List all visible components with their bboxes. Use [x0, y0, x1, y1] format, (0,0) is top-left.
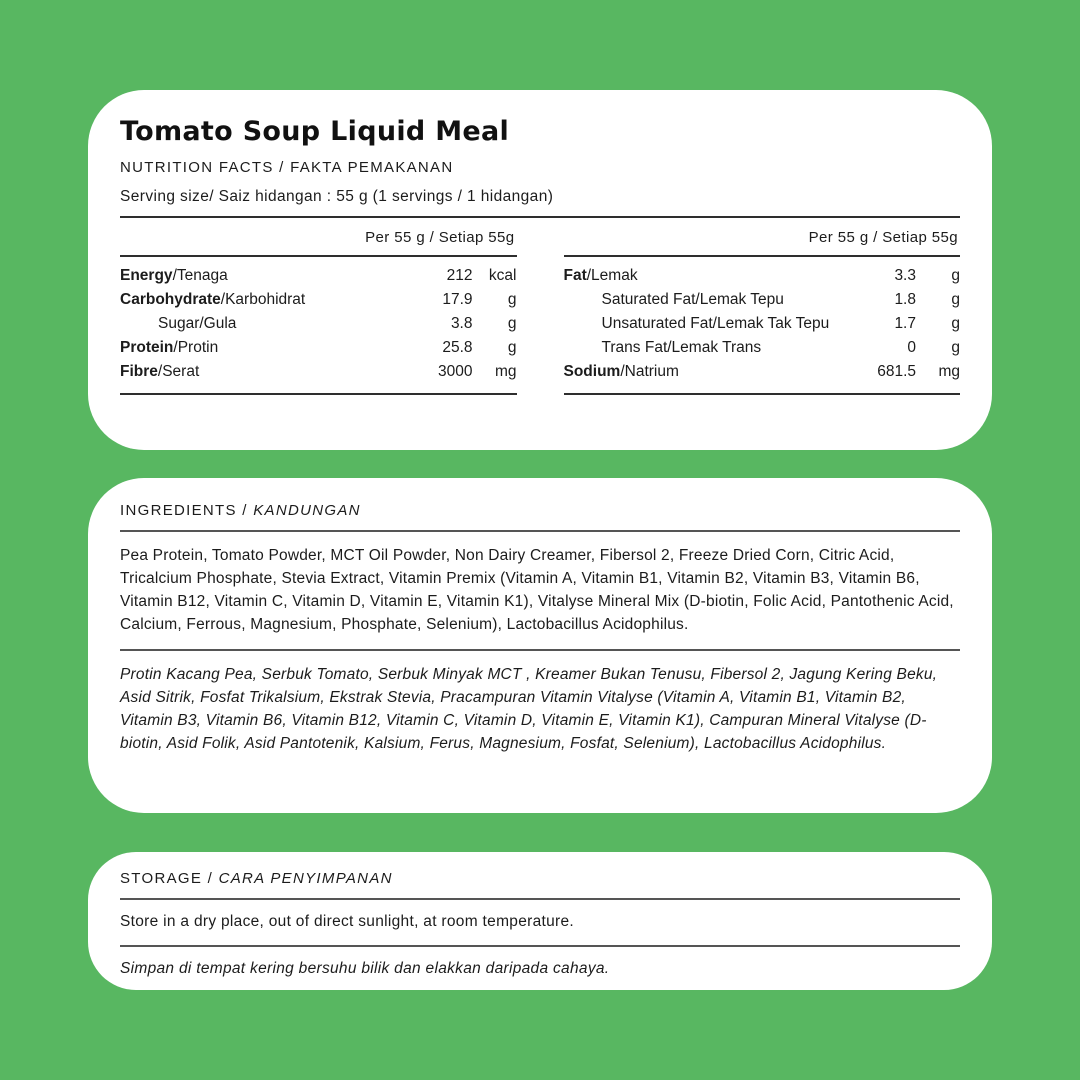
ingredients-panel: [88, 478, 992, 813]
nutrition-tables: [120, 218, 960, 395]
nutrient-unit: g: [951, 315, 960, 332]
nutrient-value: 1.8: [894, 291, 916, 308]
nutrition-row-carbohydrate: [120, 288, 517, 312]
nutrient-value: 1.7: [894, 315, 916, 332]
column-header-per-serving: Per 55 g / Setiap 55g: [365, 229, 515, 246]
ingredients-heading-en: INGREDIENTS: [120, 502, 237, 519]
nutrition-facts-panel: [88, 90, 992, 450]
nutrient-label: Protein/Protin: [120, 339, 219, 356]
nutrient-value: 681.5: [877, 363, 916, 380]
nutrient-unit: g: [951, 339, 960, 356]
nutrient-label: Carbohydrate/Karbohidrat: [120, 291, 306, 308]
nutrient-label: Trans Fat/Lemak Trans: [601, 339, 762, 356]
nutrient-value: 3.8: [450, 315, 473, 332]
nutrient-unit: mg: [938, 363, 960, 380]
ingredients-text-malay: Protin Kacang Pea, Serbuk Tomato, Serbuk Minyak MCT , Kreamer Bukan Tenusu, Fibersol 2, Jagung Kering Beku, Asid Sitrik, Fosfat Trikalsium, Ekstrak Stevia, Pracampuran Vitamin Vitalyse (Vitamin A, Vitamin B1, Vitamin B2, Vitamin B3, Vitamin B6, Vitamin B12, Vitamin C, Vitamin D, Vitamin E, Vitamin K1), Campuran Mineral Vitalyse (D-biotin, Asid Folik, Asid Pantotenik, Kalsium, Ferus, Magnesium, Fosfat, Selenium), Lactobacillus Acidophilus.: [120, 666, 938, 752]
ingredients-heading: [120, 502, 960, 519]
nutrition-row-saturated-fat: [564, 288, 961, 312]
divider: [564, 393, 961, 395]
nutrient-value: 25.8: [442, 339, 473, 356]
nutrient-label: Unsaturated Fat/Lemak Tak Tepu: [601, 315, 830, 332]
product-title: Tomato Soup Liquid Meal: [120, 116, 510, 147]
nutrition-facts-heading: NUTRITION FACTS / FAKTA PEMAKANAN: [120, 159, 454, 176]
nutrient-value: 3000: [438, 363, 473, 380]
serving-size-line: Serving size/ Saiz hidangan : 55 g (1 servings / 1 hidangan): [120, 188, 554, 205]
storage-text-malay: Simpan di tempat kering bersuhu bilik dan elakkan daripada cahaya.: [120, 960, 610, 977]
nutrition-row-energy: [120, 264, 517, 288]
nutrient-label: Fat/Lemak: [563, 267, 638, 284]
nutrition-row-sugar: [120, 312, 517, 336]
nutrition-table-body: [564, 257, 961, 393]
nutrition-row-unsaturated-fat: [564, 312, 961, 336]
nutrient-label: Energy/Tenaga: [120, 267, 228, 284]
ingredients-text-english: Pea Protein, Tomato Powder, MCT Oil Powder, Non Dairy Creamer, Fibersol 2, Freeze Dried Corn, Citric Acid, Tricalcium Phosphate, Stevia Extract, Vitamin Premix (Vitamin A, Vitamin B1, Vitamin B2, Vitamin B3, Vitamin B6, Vitamin B12, Vitamin C, Vitamin D, Vitamin E, Vitamin K1), Vitalyse Mineral Mix (D-biotin, Folic Acid, Pantothenic Acid, Calcium, Ferrous, Magnesium, Phosphate, Selenium), Lactobacillus Acidophilus.: [120, 547, 954, 633]
nutrition-table-right: [564, 218, 961, 395]
nutrition-table-left: [120, 218, 517, 395]
nutrient-value: 3.3: [894, 267, 916, 284]
storage-heading-my: CARA PENYIMPANAN: [218, 870, 393, 887]
nutrient-unit: mg: [494, 363, 517, 380]
heading-separator: /: [202, 870, 219, 887]
nutrient-unit: g: [507, 339, 517, 356]
nutrition-row-trans-fat: [564, 336, 961, 360]
nutrition-row-fat: [564, 264, 961, 288]
storage-text-english: Store in a dry place, out of direct sunlight, at room temperature.: [120, 913, 575, 930]
nutrition-row-sodium: [564, 360, 961, 384]
column-header-per-serving: Per 55 g / Setiap 55g: [808, 229, 958, 246]
nutrient-label: Saturated Fat/Lemak Tepu: [601, 291, 784, 308]
nutrient-value: 212: [446, 267, 473, 284]
nutrition-row-protein: [120, 336, 517, 360]
storage-heading: [120, 870, 960, 887]
nutrient-value: 0: [907, 339, 916, 356]
storage-heading-en: STORAGE: [120, 870, 203, 887]
nutrient-unit: g: [507, 291, 517, 308]
nutrient-unit: g: [951, 291, 960, 308]
ingredients-heading-my: KANDUNGAN: [253, 502, 361, 519]
nutrient-label: Fibre/Serat: [120, 363, 200, 380]
nutrition-table-body: [120, 257, 517, 393]
storage-panel: [88, 852, 992, 990]
heading-separator: /: [236, 502, 254, 519]
nutrient-unit: kcal: [488, 267, 517, 284]
nutrient-label: Sodium/Natrium: [563, 363, 679, 380]
divider: [120, 393, 517, 395]
nutrition-row-fibre: [120, 360, 517, 384]
nutrient-value: 17.9: [442, 291, 473, 308]
nutrient-label: Sugar/Gula: [158, 315, 237, 332]
nutrient-unit: g: [507, 315, 517, 332]
nutrient-unit: g: [951, 267, 960, 284]
